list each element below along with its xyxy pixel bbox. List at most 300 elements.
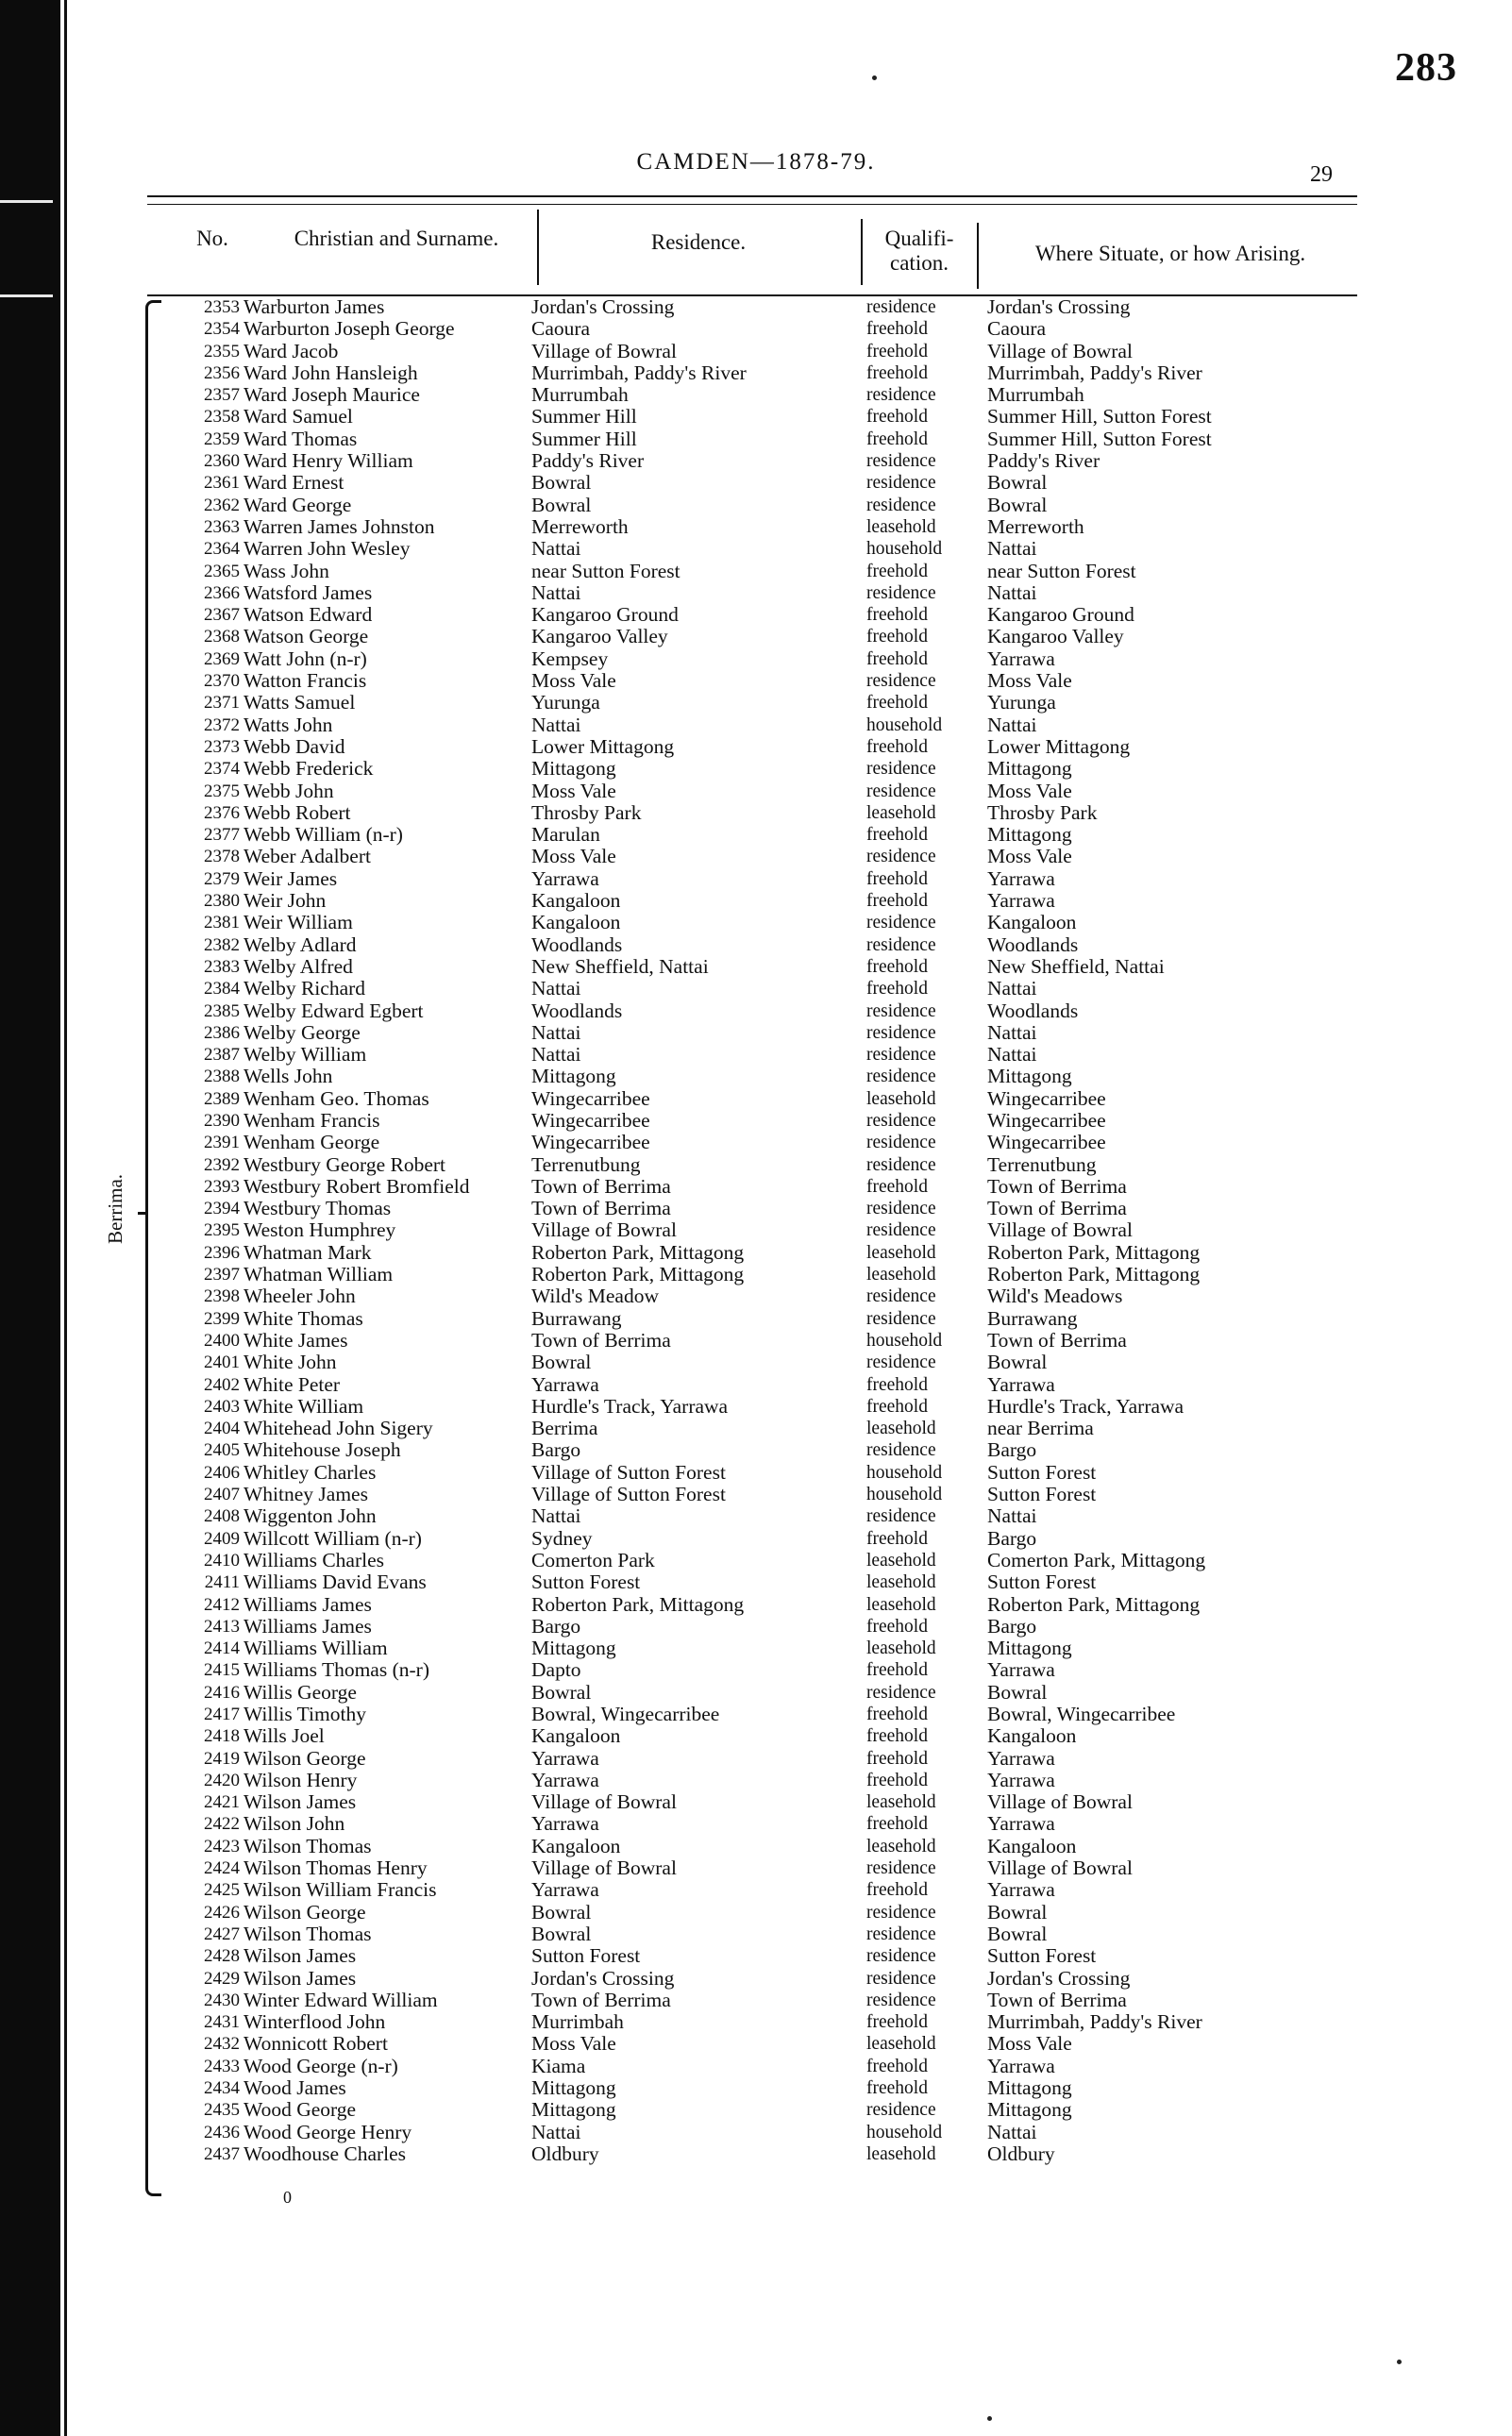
table-row: [0, 406, 1512, 428]
table-row: [0, 1945, 1512, 1967]
table-row: [0, 1484, 1512, 1505]
entry-residence: Yarrawa: [531, 1878, 599, 1902]
entry-number: 2408: [204, 1506, 240, 1527]
entry-number: 2429: [204, 1968, 240, 1989]
table-row: [0, 318, 1512, 340]
entry-qualification: leasehold: [866, 1594, 936, 1615]
entry-where-situate: Wild's Meadows: [987, 1285, 1123, 1308]
entry-where-situate: Mittagong: [987, 757, 1072, 781]
table-row: [0, 714, 1512, 736]
entry-qualification: household: [866, 1462, 943, 1483]
entry-name: Weston Humphrey: [244, 1218, 396, 1242]
table-row: [0, 1968, 1512, 1990]
entry-number: 2400: [204, 1330, 240, 1351]
entry-qualification: leasehold: [866, 1550, 936, 1571]
entry-name: White Peter: [244, 1372, 341, 1396]
entry-qualification: freehold: [866, 1748, 928, 1769]
entry-number: 2413: [204, 1616, 240, 1637]
entry-qualification: freehold: [866, 627, 928, 647]
entry-qualification: freehold: [866, 1770, 928, 1790]
sheet-number: 29: [1310, 162, 1333, 187]
entry-where-situate: Summer Hill, Sutton Forest: [987, 427, 1212, 450]
table-row: [0, 758, 1512, 780]
entry-number: 2437: [204, 2143, 240, 2164]
table-row: [0, 1022, 1512, 1044]
entry-name: Wilson George: [244, 1900, 366, 1924]
entry-where-situate: Wingecarribee: [987, 1131, 1106, 1154]
entry-number: 2375: [204, 781, 240, 801]
column-divider: [537, 210, 539, 285]
entry-number: 2353: [204, 297, 240, 317]
entry-where-situate: Burrawang: [987, 1306, 1078, 1330]
entry-residence: Bowral: [531, 493, 592, 516]
entry-number: 2390: [204, 1110, 240, 1131]
entry-name: Williams Thomas (n-r): [244, 1658, 429, 1682]
entry-where-situate: Yarrawa: [987, 866, 1055, 890]
entry-residence: Village of Bowral: [531, 1790, 677, 1814]
table-row: [0, 978, 1512, 1000]
entry-where-situate: Bowral, Wingecarribee: [987, 1703, 1176, 1725]
entry-number: 2433: [204, 2056, 240, 2076]
entry-number: 2427: [204, 1924, 240, 1944]
entry-residence: Caoura: [531, 317, 591, 341]
entry-qualification: residence: [866, 671, 936, 692]
entry-number: 2386: [204, 1022, 240, 1043]
entry-qualification: residence: [866, 1946, 936, 1967]
entry-name: Weir James: [244, 866, 338, 890]
entry-residence: Wingecarribee: [531, 1086, 650, 1110]
entry-name: Williams James: [244, 1614, 372, 1638]
table-row: [0, 781, 1512, 802]
entry-where-situate: Bowral: [987, 471, 1048, 495]
entry-qualification: leasehold: [866, 2034, 936, 2055]
entry-name: Ward Samuel: [244, 405, 353, 428]
table-row: [0, 296, 1512, 318]
entry-where-situate: Nattai: [987, 580, 1037, 604]
entry-qualification: residence: [866, 1968, 936, 1989]
column-header-qualification-line1: Qualifi-: [884, 227, 954, 250]
entry-name: Wilson Thomas Henry: [244, 1856, 428, 1880]
table-row: [0, 1110, 1512, 1132]
entry-number: 2434: [204, 2078, 240, 2099]
entry-number: 2401: [204, 1352, 240, 1373]
entry-name: Ward John Hansleigh: [244, 361, 418, 384]
entry-number: 2435: [204, 2100, 240, 2121]
entry-where-situate: Nattai: [987, 2120, 1037, 2143]
entry-where-situate: Bowral: [987, 1351, 1048, 1374]
entry-where-situate: Nattai: [987, 1020, 1037, 1044]
entry-number: 2363: [204, 516, 240, 537]
table-row: [0, 1770, 1512, 1791]
entry-residence: Town of Berrima: [531, 1988, 671, 2011]
entry-qualification: residence: [866, 495, 936, 515]
edge-mark: [0, 200, 53, 203]
entry-residence: Kangaroo Valley: [531, 625, 668, 648]
entry-qualification: freehold: [866, 1176, 928, 1197]
entry-number: 2404: [204, 1419, 240, 1439]
entry-qualification: freehold: [866, 891, 928, 912]
entry-residence: Yarrawa: [531, 1768, 599, 1791]
entry-where-situate: Village of Bowral: [987, 1790, 1133, 1814]
entry-where-situate: Yurunga: [987, 691, 1056, 714]
entry-number: 2419: [204, 1748, 240, 1769]
entry-name: Willis Timothy: [244, 1703, 366, 1725]
entry-name: Weir John: [244, 889, 327, 913]
table-row: [0, 824, 1512, 846]
entry-name: Whatman Mark: [244, 1240, 372, 1264]
entry-where-situate: Paddy's River: [987, 449, 1100, 473]
entry-name: White William: [244, 1394, 364, 1418]
entry-where-situate: Hurdle's Track, Yarrawa: [987, 1394, 1184, 1418]
entry-where-situate: Moss Vale: [987, 845, 1072, 868]
entry-residence: Mittagong: [531, 1637, 616, 1660]
entry-name: Watson George: [244, 625, 369, 648]
table-row: [0, 1044, 1512, 1066]
entry-qualification: residence: [866, 1133, 936, 1153]
entry-name: Webb David: [244, 734, 345, 758]
entry-residence: Jordan's Crossing: [531, 295, 675, 318]
entry-where-situate: Summer Hill, Sutton Forest: [987, 405, 1212, 428]
entry-residence: Woodlands: [531, 999, 623, 1022]
entry-where-situate: Mittagong: [987, 1637, 1072, 1660]
entry-number: 2379: [204, 868, 240, 889]
entry-where-situate: Murrimbah, Paddy's River: [987, 2010, 1202, 2034]
entry-number: 2428: [204, 1946, 240, 1967]
entry-name: Wells John: [244, 1065, 333, 1088]
table-row: [0, 934, 1512, 956]
entry-where-situate: Sutton Forest: [987, 1460, 1097, 1484]
entry-number: 2392: [204, 1154, 240, 1175]
entry-number: 2411: [204, 1572, 240, 1593]
entry-qualification: freehold: [866, 1396, 928, 1417]
entry-name: Wilson George: [244, 1746, 366, 1770]
table-row: [0, 1659, 1512, 1681]
entry-residence: Nattai: [531, 1020, 581, 1044]
table-row: [0, 1813, 1512, 1835]
entry-name: Wilson James: [244, 1944, 357, 1968]
entry-residence: Moss Vale: [531, 2032, 616, 2056]
entry-residence: Village of Bowral: [531, 339, 677, 362]
entry-number: 2381: [204, 913, 240, 933]
entry-residence: Town of Berrima: [531, 1197, 671, 1220]
table-row: [0, 538, 1512, 560]
entry-number: 2394: [204, 1199, 240, 1219]
entry-name: Watsford James: [244, 580, 373, 604]
entry-name: Westbury George Robert: [244, 1152, 446, 1176]
entry-name: Ward Joseph Maurice: [244, 383, 420, 407]
entry-number: 2398: [204, 1286, 240, 1307]
entry-number: 2423: [204, 1836, 240, 1856]
entry-number: 2407: [204, 1485, 240, 1505]
entry-residence: Nattai: [531, 1504, 581, 1528]
entry-name: Wood George (n-r): [244, 2054, 398, 2077]
entry-qualification: freehold: [866, 1660, 928, 1681]
entry-qualification: residence: [866, 1154, 936, 1175]
scan-speck: [987, 2416, 992, 2421]
entry-qualification: residence: [866, 934, 936, 955]
entry-name: Warren James Johnston: [244, 514, 435, 538]
entry-residence: Yarrawa: [531, 866, 599, 890]
entry-where-situate: Yarrawa: [987, 1878, 1055, 1902]
entry-name: Whitney James: [244, 1483, 368, 1506]
entry-qualification: freehold: [866, 1880, 928, 1901]
entry-residence: Sutton Forest: [531, 1571, 641, 1594]
entry-name: Wiggenton John: [244, 1504, 377, 1528]
entry-name: Webb Frederick: [244, 757, 374, 781]
entry-qualification: residence: [866, 1220, 936, 1241]
table-row: [0, 1748, 1512, 1770]
entry-where-situate: Sutton Forest: [987, 1571, 1097, 1594]
entry-qualification: residence: [866, 1000, 936, 1021]
entry-residence: Yurunga: [531, 691, 600, 714]
table-row: [0, 1638, 1512, 1659]
entry-where-situate: Nattai: [987, 977, 1037, 1000]
table-row: [0, 1264, 1512, 1285]
entry-number: 2399: [204, 1308, 240, 1329]
entry-residence: Hurdle's Track, Yarrawa: [531, 1394, 729, 1418]
entry-number: 2402: [204, 1374, 240, 1395]
entry-where-situate: Woodlands: [987, 999, 1079, 1022]
entry-qualification: residence: [866, 759, 936, 780]
column-header-name: Christian and Surname.: [294, 227, 499, 250]
entry-residence: Town of Berrima: [531, 1328, 671, 1352]
entry-name: Watton Francis: [244, 669, 367, 693]
entry-residence: Murrimbah: [531, 2010, 624, 2034]
table-row: [0, 1725, 1512, 1747]
entry-where-situate: Village of Bowral: [987, 1856, 1133, 1880]
table-row: [0, 1791, 1512, 1813]
table-row: [0, 1132, 1512, 1153]
scan-speck: [1397, 2360, 1402, 2364]
column-header-qualification-line2: cation.: [890, 251, 949, 275]
entry-name: Wood James: [244, 2076, 346, 2100]
table-row: [0, 2033, 1512, 2055]
entry-name: Warren John Wesley: [244, 537, 411, 561]
footer-mark: 0: [283, 2188, 292, 2207]
entry-name: Wilson James: [244, 1966, 357, 1990]
entry-qualification: freehold: [866, 2056, 928, 2076]
entry-residence: Mittagong: [531, 1065, 616, 1088]
entry-name: Westbury Thomas: [244, 1197, 392, 1220]
entry-residence: Moss Vale: [531, 669, 616, 693]
table-row: [0, 1857, 1512, 1879]
entry-name: Watt John (n-r): [244, 647, 367, 670]
table-row: [0, 362, 1512, 384]
table-row: [0, 1066, 1512, 1087]
column-header-where: Where Situate, or how Arising.: [1034, 242, 1306, 265]
entry-number: 2376: [204, 802, 240, 823]
entry-where-situate: Mittagong: [987, 2076, 1072, 2100]
entry-number: 2367: [204, 605, 240, 626]
entry-number: 2436: [204, 2122, 240, 2142]
entry-qualification: freehold: [866, 319, 928, 340]
entry-number: 2378: [204, 847, 240, 867]
entry-number: 2415: [204, 1660, 240, 1681]
entry-qualification: freehold: [866, 736, 928, 757]
entry-residence: Oldbury: [531, 2142, 599, 2165]
district-label: Berrima.: [104, 1173, 126, 1244]
table-row: [0, 1330, 1512, 1352]
entry-number: 2420: [204, 1770, 240, 1790]
entry-residence: Wingecarribee: [531, 1108, 650, 1132]
entry-residence: Bowral: [531, 1922, 592, 1945]
entry-where-situate: Moss Vale: [987, 2032, 1072, 2056]
entry-number: 2409: [204, 1528, 240, 1549]
entry-residence: Kempsey: [531, 647, 609, 670]
table-row: [0, 912, 1512, 933]
entry-residence: near Sutton Forest: [531, 559, 680, 582]
table-row: [0, 2099, 1512, 2121]
entry-name: Warburton James: [244, 295, 385, 318]
entry-number: 2430: [204, 1990, 240, 2010]
entry-name: Wilson Thomas: [244, 1922, 372, 1945]
entry-residence: Village of Sutton Forest: [531, 1460, 726, 1484]
entry-residence: Summer Hill: [531, 405, 637, 428]
entry-qualification: residence: [866, 1858, 936, 1879]
entry-name: Williams William: [244, 1637, 388, 1660]
entry-qualification: residence: [866, 385, 936, 406]
entry-number: 2360: [204, 451, 240, 472]
table-row: [0, 1879, 1512, 1901]
entry-number: 2369: [204, 648, 240, 669]
column-divider: [977, 223, 979, 289]
entry-qualification: freehold: [866, 1726, 928, 1747]
entry-number: 2424: [204, 1858, 240, 1879]
entry-number: 2421: [204, 1792, 240, 1813]
entry-qualification: residence: [866, 451, 936, 472]
entry-qualification: freehold: [866, 648, 928, 669]
entry-where-situate: Jordan's Crossing: [987, 295, 1131, 318]
entry-name: Ward Jacob: [244, 339, 339, 362]
entry-qualification: residence: [866, 2100, 936, 2121]
table-row: [0, 1924, 1512, 1945]
entry-residence: Woodlands: [531, 932, 623, 956]
entry-residence: Comerton Park: [531, 1548, 655, 1571]
entry-qualification: freehold: [866, 1528, 928, 1549]
entry-residence: Roberton Park, Mittagong: [531, 1592, 745, 1616]
entry-number: 2403: [204, 1396, 240, 1417]
entry-where-situate: Kangaloon: [987, 1724, 1077, 1748]
entry-name: Willcott William (n-r): [244, 1526, 422, 1550]
entry-residence: Bargo: [531, 1614, 581, 1638]
entry-where-situate: Nattai: [987, 1504, 1037, 1528]
header-top-rule: [147, 195, 1357, 197]
column-header-qualification: [865, 227, 974, 276]
entry-residence: Kangaloon: [531, 1834, 621, 1857]
entry-where-situate: Mittagong: [987, 1065, 1072, 1088]
entry-residence: Town of Berrima: [531, 1174, 671, 1198]
entry-name: Welby Richard: [244, 977, 366, 1000]
entry-name: Whitehouse Joseph: [244, 1438, 401, 1462]
entry-residence: Throsby Park: [531, 800, 642, 824]
entry-number: 2358: [204, 407, 240, 428]
table-row: [0, 1594, 1512, 1616]
table-row: [0, 846, 1512, 867]
entry-qualification: freehold: [866, 407, 928, 428]
entry-name: Williams Charles: [244, 1548, 385, 1571]
entry-where-situate: Town of Berrima: [987, 1988, 1127, 2011]
entry-qualification: freehold: [866, 693, 928, 714]
entry-residence: Nattai: [531, 537, 581, 561]
entry-qualification: household: [866, 2122, 943, 2142]
entry-residence: Murrimbah, Paddy's River: [531, 361, 747, 384]
entry-residence: Bowral, Wingecarribee: [531, 1703, 720, 1725]
entry-residence: Nattai: [531, 977, 581, 1000]
entry-number: 2361: [204, 473, 240, 494]
entry-where-situate: New Sheffield, Nattai: [987, 954, 1165, 978]
entry-where-situate: Kangaloon: [987, 911, 1077, 934]
entry-qualification: residence: [866, 1308, 936, 1329]
entry-where-situate: Murrumbah: [987, 383, 1084, 407]
entry-where-situate: Yarrawa: [987, 1658, 1055, 1682]
entry-where-situate: Bowral: [987, 1680, 1048, 1704]
entry-where-situate: Town of Berrima: [987, 1197, 1127, 1220]
table-row: [0, 1836, 1512, 1857]
entry-number: 2410: [204, 1550, 240, 1571]
table-row: [0, 1439, 1512, 1461]
entry-name: Welby Edward Egbert: [244, 999, 424, 1022]
entry-where-situate: Village of Bowral: [987, 1218, 1133, 1242]
entry-name: Watson Edward: [244, 603, 373, 627]
entry-residence: Nattai: [531, 2120, 581, 2143]
entry-qualification: freehold: [866, 868, 928, 889]
entry-residence: Kangaroo Ground: [531, 603, 679, 627]
entry-where-situate: Roberton Park, Mittagong: [987, 1240, 1201, 1264]
entry-number: 2393: [204, 1176, 240, 1197]
entry-name: Winter Edward William: [244, 1988, 438, 2011]
entry-name: White John: [244, 1351, 337, 1374]
table-row: [0, 341, 1512, 362]
entry-where-situate: Sutton Forest: [987, 1483, 1097, 1506]
table-row: [0, 428, 1512, 450]
table-row: [0, 1616, 1512, 1638]
entry-residence: New Sheffield, Nattai: [531, 954, 709, 978]
entry-qualification: residence: [866, 1045, 936, 1066]
entry-name: Watts Samuel: [244, 691, 356, 714]
entry-residence: Sydney: [531, 1526, 593, 1550]
table-row: [0, 1704, 1512, 1725]
table-row: [0, 2011, 1512, 2033]
entry-where-situate: Bargo: [987, 1438, 1037, 1462]
entry-residence: Roberton Park, Mittagong: [531, 1240, 745, 1264]
entry-residence: Roberton Park, Mittagong: [531, 1263, 745, 1286]
entry-number: 2387: [204, 1045, 240, 1066]
entry-qualification: residence: [866, 1924, 936, 1944]
table-row: [0, 1418, 1512, 1439]
entry-where-situate: Throsby Park: [987, 800, 1098, 824]
entry-residence: Mittagong: [531, 2076, 616, 2100]
column-divider: [861, 219, 863, 285]
entry-number: 2365: [204, 561, 240, 581]
entry-qualification: freehold: [866, 825, 928, 846]
entry-qualification: leasehold: [866, 1638, 936, 1659]
entry-residence: Sutton Forest: [531, 1944, 641, 1968]
entry-number: 2362: [204, 495, 240, 515]
entry-name: White James: [244, 1328, 348, 1352]
entry-number: 2422: [204, 1814, 240, 1835]
entry-where-situate: Wingecarribee: [987, 1108, 1106, 1132]
entry-qualification: leasehold: [866, 802, 936, 823]
table-row: [0, 1528, 1512, 1550]
table-row: [0, 1154, 1512, 1176]
entry-where-situate: Bargo: [987, 1614, 1037, 1638]
table-row: [0, 2143, 1512, 2165]
entry-qualification: residence: [866, 582, 936, 603]
entry-number: 2366: [204, 582, 240, 603]
entry-name: Ward Henry William: [244, 449, 413, 473]
entry-name: Wills Joel: [244, 1724, 325, 1748]
table-row: [0, 670, 1512, 692]
